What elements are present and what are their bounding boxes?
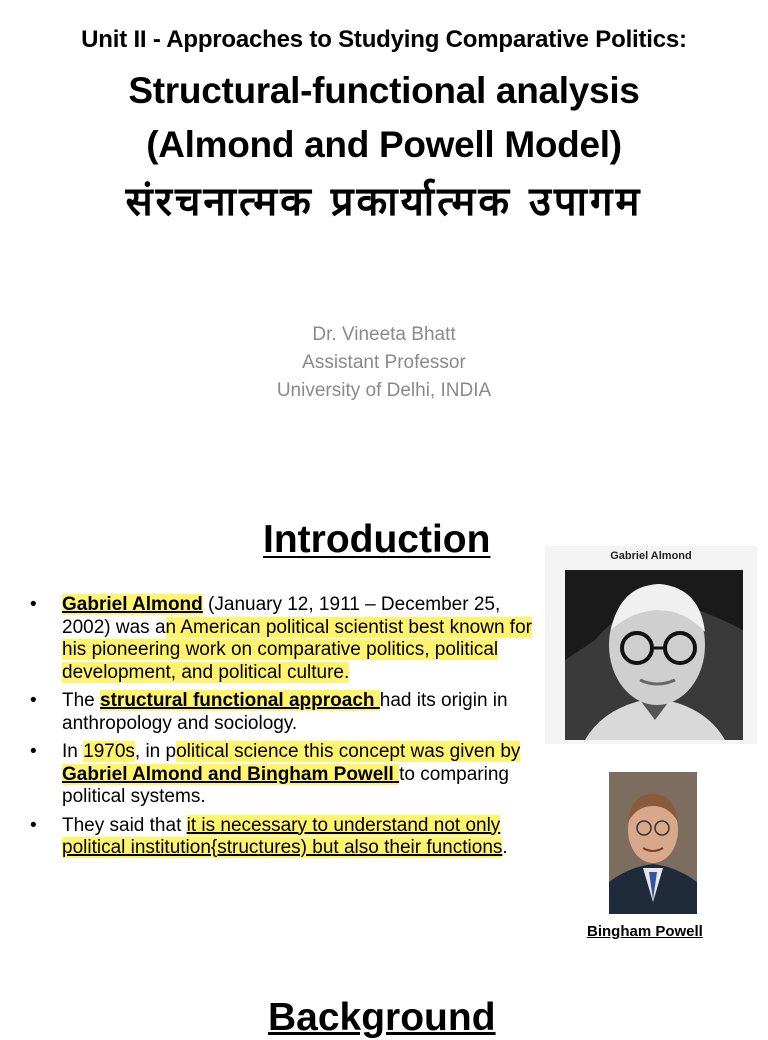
introduction-bullet-list	[30, 594, 550, 866]
bullet-understanding: • They said that it is necessary to understand not only political institution{structures) but also their functions.	[30, 815, 550, 860]
author-affiliation: University of Delhi, INDIA	[276, 380, 492, 401]
author-name: Dr. Vineeta Bhatt	[312, 324, 456, 345]
almond-photo-frame	[545, 546, 757, 744]
background-heading: Background	[268, 996, 496, 1039]
bullet-1970s: • In 1970s, in political science this concept was given by Gabriel Almond and Bingham Powell to comparing political systems.	[30, 741, 550, 809]
bullet-almond-bio: • Gabriel Almond (January 12, 1911 – December 25, 2002) was an American political scientist best known for his pioneering work on comparative politics, political development, and political culture.	[30, 594, 550, 684]
slide-title-line-2: (Almond and Powell Model)	[146, 124, 622, 165]
slide-title-line-1: Structural-functional analysis	[128, 70, 640, 111]
title-slide	[0, 0, 768, 470]
almond-portrait-image	[565, 570, 743, 740]
introduction-heading: Introduction	[263, 518, 491, 561]
almond-portrait-drawing	[565, 570, 743, 740]
hindi-title: संरचनात्मक प्रकार्यात्मक उपागम	[125, 179, 643, 225]
author-role: Assistant Professor	[302, 352, 466, 373]
powell-portrait-image	[609, 772, 697, 914]
unit-heading: Unit II - Approaches to Studying Comparative Politics:	[81, 26, 687, 53]
almond-caption: Gabriel Almond	[610, 550, 692, 562]
powell-caption: Bingham Powell	[587, 923, 703, 940]
powell-portrait-drawing	[609, 772, 697, 914]
bullet-approach-origin: • The structural functional approach had its origin in anthropology and sociology.	[30, 690, 550, 735]
